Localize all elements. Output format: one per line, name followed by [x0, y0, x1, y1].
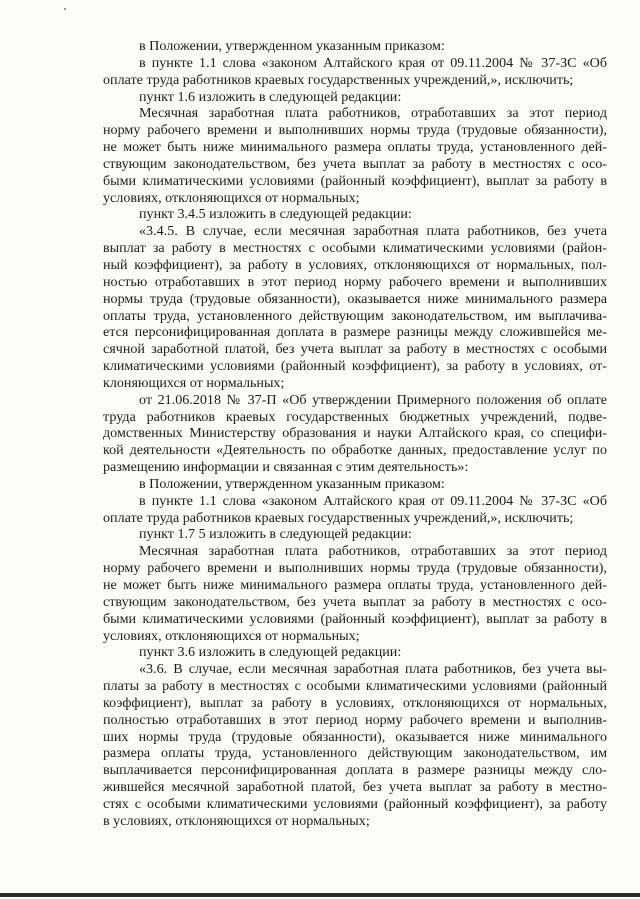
text-line: пункт 1.6 изложить в следующей редакции:: [139, 88, 402, 105]
text-line: «3.4.5. В случае, если месячная заработная плата работников, без учета: [139, 223, 607, 240]
text-line: в Положении, утвержденном указанным приказом:: [139, 475, 445, 492]
text-line: ностью отработавших в этот период норму рабочего времени и выполнивших: [103, 273, 607, 290]
text-line: условиях, отклоняющихся от нормальных;: [103, 627, 360, 644]
text-line: ный коэффициент), за работу в условиях, отклоняющихся от нормальных, пол-: [103, 256, 607, 273]
text-line: быми климатическими условиями (районный коэффициент), выплат за работу в: [103, 610, 607, 627]
text-line: пункт 3.4.5 изложить в следующей редакции:: [139, 206, 412, 223]
text-line: оплате труда работников краевых государственных учреждений,», исключить;: [103, 509, 574, 526]
text-line: норму рабочего времени и выполнивших нормы труда (трудовые обязанности),: [103, 122, 607, 139]
text-line: в пункте 1.1 слова «законом Алтайского края от 09.11.2004 № 37-ЗС «Об: [139, 54, 607, 71]
text-line: размера оплаты труда, установленного действующим законодательством, им: [103, 745, 607, 762]
text-line: норму рабочего времени и выполнивших нормы труда (трудовые обязанности),: [103, 560, 607, 577]
text-line: ших нормы труда (трудовые обязанности), оказывается ниже минимального: [103, 728, 607, 745]
document-body: [103, 38, 607, 830]
text-line: Месячная заработная плата работников, отработавших за этот период: [139, 543, 607, 560]
text-line: жившейся месячной заработной платой, без учета выплат за работу в местно-: [103, 779, 607, 796]
text-line: климатическими условиями (районный коэффициент), за работу в условиях, от-: [103, 358, 607, 375]
text-line: ствующим законодательством, без учета выплат за работу в местностях с осо-: [103, 593, 607, 610]
text-line: не может быть ниже минимального размера оплаты труда, установленного дей-: [103, 577, 607, 593]
text-line: полностью отработавших в этот период норму рабочего времени и выполнив-: [103, 711, 607, 728]
text-line: «3.6. В случае, если месячная заработная плата работников, без учета вы-: [139, 661, 607, 678]
text-line: оплаты труда, установленного действующим законодательством, им выплачива-: [103, 307, 607, 324]
text-line: Месячная заработная плата работников, отработавших за этот период: [139, 105, 607, 122]
text-line: от 21.06.2018 № 37-П «Об утверждении Примерного положения об оплате: [139, 391, 607, 408]
text-line: быми климатическими условиями (районный коэффициент), выплат за работу в: [103, 172, 607, 189]
text-line: размещению информации и связанная с этим деятельность»:: [103, 459, 469, 476]
text-line: сячной заработной платой, без учета выплат за работу в местностях с особыми: [103, 341, 607, 358]
text-line: в Положении, утвержденном указанным приказом:: [139, 38, 445, 54]
text-line: коэффициент), выплат за работу в условиях, отклоняющихся от нормальных,: [103, 694, 607, 711]
text-line: ется персонифицированная доплата в размере разницы между сложившейся ме-: [103, 324, 607, 341]
text-line: в условиях, отклоняющихся от нормальных;: [103, 812, 370, 829]
scan-speck: [64, 8, 66, 10]
scan-bottom-edge: [0, 893, 640, 897]
text-line: нормы труда (трудовые обязанности), оказывается ниже минимального размера: [103, 290, 607, 307]
text-line: ствующим законодательством, без учета выплат за работу в местностях с осо-: [103, 155, 607, 172]
text-line: кой деятельности «Деятельность по обработке данных, предоставление услуг по: [103, 442, 607, 459]
text-line: не может быть ниже минимального размера оплаты труда, установленного дей-: [103, 139, 607, 156]
text-line: оплате труда работников краевых государственных учреждений,», исключить;: [103, 71, 574, 88]
text-line: клоняющихся от нормальных;: [103, 374, 285, 391]
text-line: в пункте 1.1 слова «законом Алтайского края от 09.11.2004 № 37-ЗС «Об: [139, 492, 607, 509]
text-line: пункт 1.7 5 изложить в следующей редакции:: [139, 526, 412, 543]
text-line: условиях, отклоняющихся от нормальных;: [103, 189, 360, 206]
text-line: платы за работу в местностях с особыми климатическими условиями (районный: [103, 678, 607, 695]
text-line: стях с особыми климатическими условиями (районный коэффициент), за работу: [103, 795, 607, 812]
text-line: труда работников краевых государственных бюджетных учреждений, подве-: [103, 408, 607, 425]
text-line: домственных Министерству образования и науки Алтайского края, со специфи-: [103, 425, 607, 442]
text-line: выплат за работу в местностях с особыми климатическими условиями (район-: [103, 240, 607, 257]
text-line: выплачивается персонифицированная доплата в размере разницы между сло-: [103, 762, 607, 779]
text-line: пункт 3.6 изложить в следующей редакции:: [139, 644, 402, 661]
